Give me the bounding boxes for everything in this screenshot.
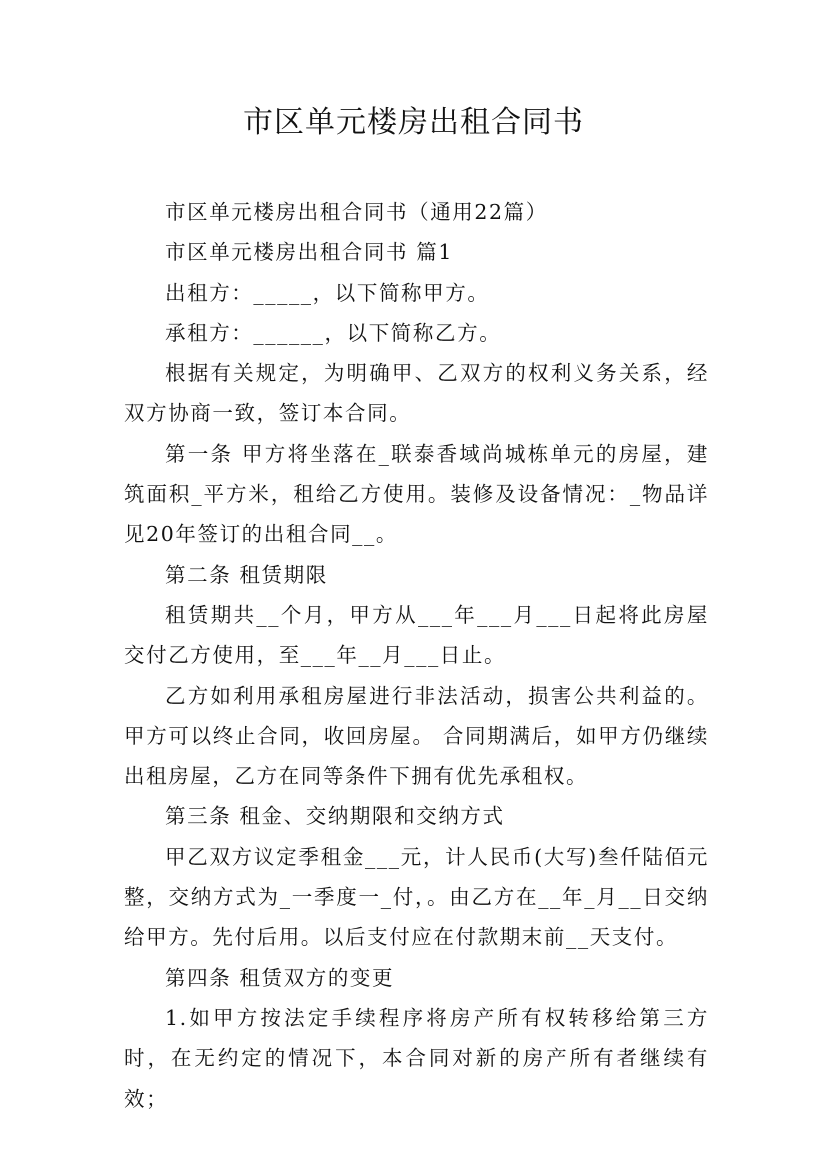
document-title: 市区单元楼房出租合同书 bbox=[243, 105, 584, 140]
paragraph-transfer-clause: 1.如甲方按法定手续程序将房产所有权转移给第三方时，在无约定的情况下，本合同对新的房产所有者继续有效； bbox=[124, 1005, 709, 1111]
paragraph-preamble: 根据有关规定，为明确甲、乙双方的权利义务关系，经双方协商一致，签订本合同。 bbox=[124, 361, 709, 426]
paragraph-lessor: 出租方：_____，以下简称甲方。 bbox=[165, 280, 490, 305]
paragraph-section-heading: 市区单元楼房出租合同书 篇1 bbox=[165, 240, 453, 265]
document-body bbox=[124, 192, 709, 1119]
paragraph-article-3-heading: 第三条 租金、交纳期限和交纳方式 bbox=[165, 804, 505, 829]
paragraph-article-4-heading: 第四条 租赁双方的变更 bbox=[165, 965, 395, 990]
paragraph-rent: 甲乙双方议定季租金___元，计人民币(大写)叁仟陆佰元整，交纳方式为_一季度一_付，。由乙方在__年_月__日交纳给甲方。先付后用。以后支付应在付款期末前__天支付。 bbox=[124, 844, 709, 950]
paragraph-lease-term: 租赁期共__个月，甲方从___年___月___日起将此房屋交付乙方使用，至___年__月___日止。 bbox=[124, 602, 709, 668]
paragraph-termination: 乙方如利用承租房屋进行非法活动，损害公共利益的。甲方可以终止合同，收回房屋。 合同期满后，如甲方仍继续出租房屋，乙方在同等条件下拥有优先承租权。 bbox=[124, 683, 709, 789]
paragraph-article-2-heading: 第二条 租赁期限 bbox=[165, 562, 328, 587]
paragraph-subtitle: 市区单元楼房出租合同书（通用22篇） bbox=[165, 200, 548, 224]
paragraph-article-1: 第一条 甲方将坐落在_联泰香域尚城栋单元的房屋，建筑面积_平方米，租给乙方使用。装修及设备情况：_物品详见20年签订的出租合同__。 bbox=[124, 441, 709, 547]
paragraph-lessee: 承租方：______，以下简称乙方。 bbox=[165, 320, 502, 345]
